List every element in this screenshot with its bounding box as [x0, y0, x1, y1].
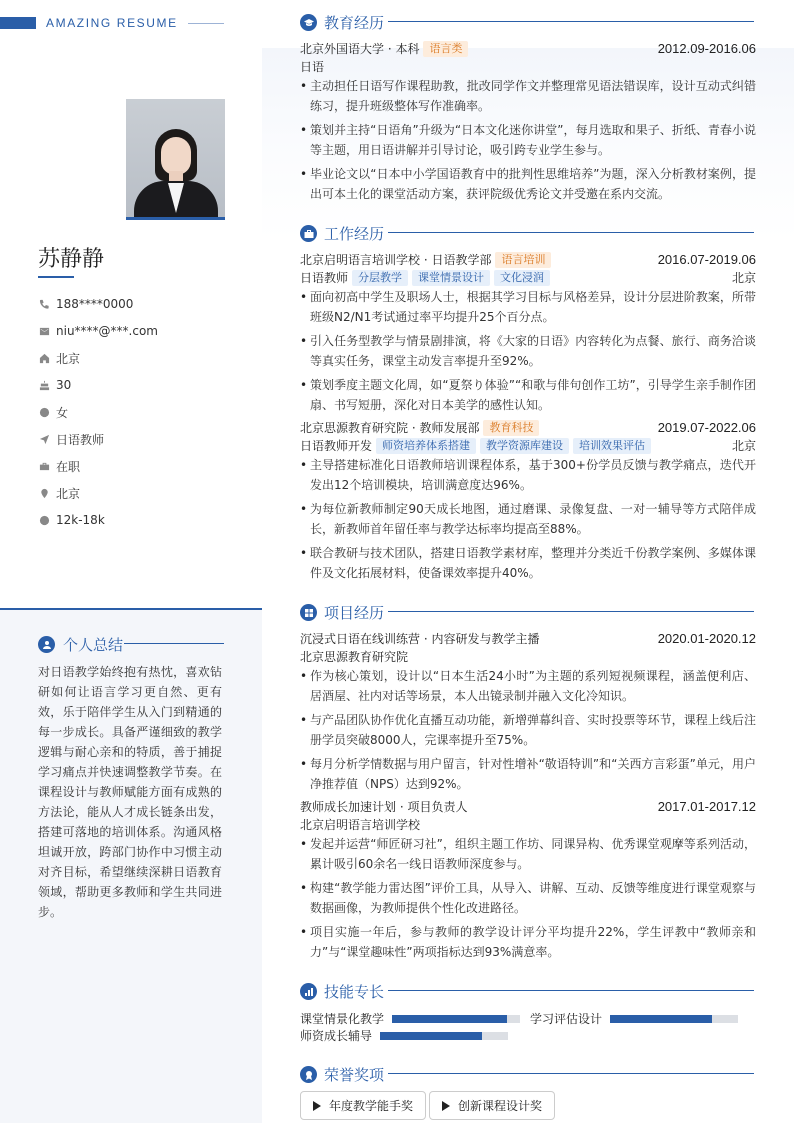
skill-name: 师资成长辅导 [300, 1029, 373, 1043]
job-1-bullets [300, 287, 756, 419]
send-icon [38, 433, 50, 445]
info-home-text: 北京 [56, 351, 81, 366]
info-target-job [38, 430, 104, 448]
graduation-cap-icon [300, 14, 317, 31]
info-status-text: 在职 [56, 459, 81, 474]
education-bullets [300, 76, 756, 208]
awards-header [300, 1064, 384, 1085]
job-1-skill: 分层教学 [352, 270, 408, 286]
summary-header [38, 634, 123, 655]
skill-bar [380, 1032, 508, 1040]
left-column [0, 0, 262, 1123]
info-phone [38, 295, 133, 313]
summary-text: 对日语教学始终抱有热忱，喜欢钻研如何让语言学习更自然、更有效，乐于陪伴学生从入门到精通的每一步成长。具备严谨细致的教学逻辑与耐心亲和的特质，善于捕捉学习痛点并快速调整教学节奏。在课程设计与教师赋能方面有成熟的方法论，能从人才成长链条出发，搭建可落地的培训体系。沟通风格坦诚开放，跨部门协作中习惯主动对齐目标，希望继续深耕日语教育领域，帮助更多教师和学生共同进步。 [38, 665, 222, 919]
skill-item [300, 1010, 520, 1027]
project-1-bullets [300, 666, 756, 798]
info-age [38, 376, 71, 394]
list-item: • 主动担任日语写作课程助教，批改同学作文并整理常见语法错误库，设计互动式纠错练习，提升班级整体写作准确率。 [300, 76, 756, 116]
award-label: 年度教学能手奖 [329, 1099, 414, 1113]
job-2-skill: 培训效果评估 [573, 438, 651, 454]
skill-name: 课堂情景化教学 [300, 1012, 385, 1026]
info-city-text: 北京 [56, 486, 81, 501]
info-home [38, 349, 80, 367]
summary-title: 个人总结 [63, 636, 124, 654]
job-1-tag: 语言培训 [495, 252, 551, 268]
list-item: • 引入任务型教学与情景剧排演，将《大家的日语》内容转化为点餐、旅行、商务洽谈等真实任务，课堂主动发言率提升至92%。 [300, 331, 756, 371]
project-2-org: 北京启明语言培训学校 [300, 818, 421, 832]
list-item: • 面向初高中学生及职场人士，根据其学习目标与风格差异，设计分层进阶教案，所带班级N2/N1考试通过率平均提升25个百分点。 [300, 287, 756, 327]
info-email [38, 322, 158, 340]
job-2-skill: 师资培养体系搭建 [376, 438, 476, 454]
award-label: 创新课程设计奖 [458, 1099, 543, 1113]
bar-chart-icon [300, 983, 317, 1000]
info-email-text: niu****@***.com [56, 324, 158, 338]
education-date: 2012.09-2016.06 [657, 41, 756, 56]
education-school-row [300, 40, 756, 57]
list-item: • 主导搭建标准化日语教师培训课程体系，基于300+份学员反馈与教学痛点，迭代开发出12个培训模块，培训满意度达96%。 [300, 455, 756, 495]
job-1-date: 2016.07-2019.06 [657, 252, 756, 267]
cake-icon [38, 379, 50, 391]
info-target-job-text: 日语教师 [56, 432, 105, 447]
job-2-role: 日语教师开发 [300, 439, 373, 453]
skill-item [530, 1010, 738, 1027]
summary-divider [124, 643, 224, 644]
job-2-location: 北京 [731, 439, 756, 453]
skill-bar [610, 1015, 738, 1023]
info-gender-text: 女 [56, 405, 69, 420]
job-1-skill: 文化浸润 [494, 270, 550, 286]
info-city [38, 484, 80, 502]
grid-icon [300, 604, 317, 621]
education-major-row [300, 58, 756, 75]
project-2-name: 教师成长加速计划 · 项目负责人 [300, 800, 468, 814]
job-1-skill: 课堂情景设计 [412, 270, 490, 286]
list-item: • 为每位新教师制定90天成长地图，通过磨课、录像复盘、一对一辅导等方式陪伴成长，新教师首年留任率与教学达标率均提高至88%。 [300, 499, 756, 539]
work-divider [388, 232, 754, 233]
phone-icon [38, 298, 50, 310]
award-badge [429, 1091, 555, 1120]
project-1-org: 北京思源教育研究院 [300, 650, 409, 664]
info-salary [38, 511, 105, 529]
job-2-skill: 教学资源库建设 [480, 438, 569, 454]
user-icon [38, 636, 55, 653]
skill-name: 学习评估设计 [530, 1012, 603, 1026]
skill-bar-fill [380, 1032, 482, 1040]
education-divider [388, 21, 754, 22]
job-2-role-row [300, 437, 756, 454]
list-item: • 构建“教学能力雷达图”评价工具，从导入、讲解、互动、反馈等维度进行课堂观察与数据画像，为教师提供个性化改进路径。 [300, 878, 756, 918]
job-2-company: 北京思源教育研究院 · 教师发展部 [300, 421, 480, 435]
awards-divider [388, 1073, 754, 1074]
awards-title: 荣誉奖项 [324, 1066, 385, 1084]
project-1-org-row [300, 648, 756, 665]
name-underline [38, 276, 74, 278]
job-1-role-row [300, 269, 756, 286]
list-item: • 策划季度主题文化周，如“夏祭り体验”“和歌与俳句创作工坊”，引导学生亲手制作团扇、书写短册，深化对日本美学的感性认知。 [300, 375, 756, 415]
brand-text: AMAZING RESUME [46, 16, 178, 30]
info-phone-text: 188****0000 [56, 297, 134, 311]
work-title: 工作经历 [324, 225, 385, 243]
job-1-role: 日语教师 [300, 271, 349, 285]
education-tag: 语言类 [423, 41, 468, 57]
education-major: 日语 [300, 60, 325, 74]
list-item: • 毕业论文以“日本中小学国语教育中的批判性思维培养”为题，深入分析教材案例，提出可本土化的课堂活动方案，获评院级优秀论文并受邀在系内交流。 [300, 164, 756, 204]
list-item: • 作为核心策划，设计以“日本生活24小时”为主题的系列短视频课程，涵盖便利店、居酒屋、社内对话等场景，本人出镜录制并融入文化冷知识。 [300, 666, 756, 706]
project-1-date: 2020.01-2020.12 [657, 631, 756, 646]
list-item: • 策划并主持“日语角”升级为“日本文化迷你讲堂”，每月选取和果子、折纸、青春小说等主题，用日语讲解并引导讨论，吸引跨专业学生参与。 [300, 120, 756, 160]
award-icon [300, 1066, 317, 1083]
education-school: 北京外国语大学 · 本科 [300, 42, 420, 56]
job-2-date: 2019.07-2022.06 [657, 420, 756, 435]
brand-divider [188, 23, 224, 24]
list-item: • 联合教研与技术团队，搭建日语教学素材库，整理并分类近千份教学案例、多媒体课件及文化拓展材料，使备课效率提升40%。 [300, 543, 756, 583]
bag-icon [300, 225, 317, 242]
project-2-date: 2017.01-2017.12 [657, 799, 756, 814]
projects-header [300, 602, 384, 623]
job-2-tag: 教育科技 [483, 420, 539, 436]
job-1-company-row [300, 251, 756, 268]
education-header [300, 12, 384, 33]
briefcase-icon [38, 460, 50, 472]
list-item: • 与产品团队协作优化直播互动功能，新增弹幕纠音、实时投票等环节，课程上线后注册学员突破8000人，完课率提升至75%。 [300, 710, 756, 750]
money-icon [38, 514, 50, 526]
skills-divider [388, 990, 754, 991]
home-icon [38, 352, 50, 364]
project-1-row [300, 630, 756, 647]
location-icon [38, 487, 50, 499]
play-icon [442, 1101, 450, 1111]
brand-bar [0, 17, 36, 29]
work-header [300, 223, 384, 244]
skill-item [300, 1027, 508, 1044]
email-icon [38, 325, 50, 337]
play-icon [313, 1101, 321, 1111]
list-item: • 发起并运营“师匠研习社”，组织主题工作坊、同课异构、优秀课堂观摩等系列活动，累计吸引60余名一线日语教师深度参与。 [300, 834, 756, 874]
award-badge [300, 1091, 426, 1120]
projects-divider [388, 611, 754, 612]
job-1-location: 北京 [731, 271, 756, 285]
info-salary-text: 12k-18k [56, 513, 105, 527]
skills-header [300, 981, 384, 1002]
gender-icon [38, 406, 50, 418]
project-1-name: 沉浸式日语在线训练营 · 内容研发与教学主播 [300, 632, 540, 646]
projects-title: 项目经历 [324, 604, 385, 622]
profile-photo [126, 99, 225, 220]
skill-bar-fill [392, 1015, 507, 1023]
project-2-row [300, 798, 756, 815]
job-2-company-row [300, 419, 756, 436]
info-age-text: 30 [56, 378, 72, 392]
profile-name: 苏静静 [38, 247, 105, 272]
project-2-org-row [300, 816, 756, 833]
skills-title: 技能专长 [324, 983, 385, 1001]
list-item: • 每月分析学情数据与用户留言，针对性增补“敬语特训”和“关西方言彩蛋”单元，用户净推荐值（NPS）达到92%。 [300, 754, 756, 794]
info-status [38, 457, 80, 475]
job-1-company: 北京启明语言培训学校 · 日语教学部 [300, 253, 492, 267]
skill-bar [392, 1015, 520, 1023]
info-gender [38, 403, 68, 421]
skill-bar-fill [610, 1015, 712, 1023]
education-title: 教育经历 [324, 14, 385, 32]
job-2-bullets [300, 455, 756, 587]
list-item: • 项目实施一年后，参与教师的教学设计评分平均提升22%，学生评教中“教师亲和力”与“课堂趣味性”两项指标达到93%满意率。 [300, 922, 756, 962]
project-2-bullets [300, 834, 756, 966]
